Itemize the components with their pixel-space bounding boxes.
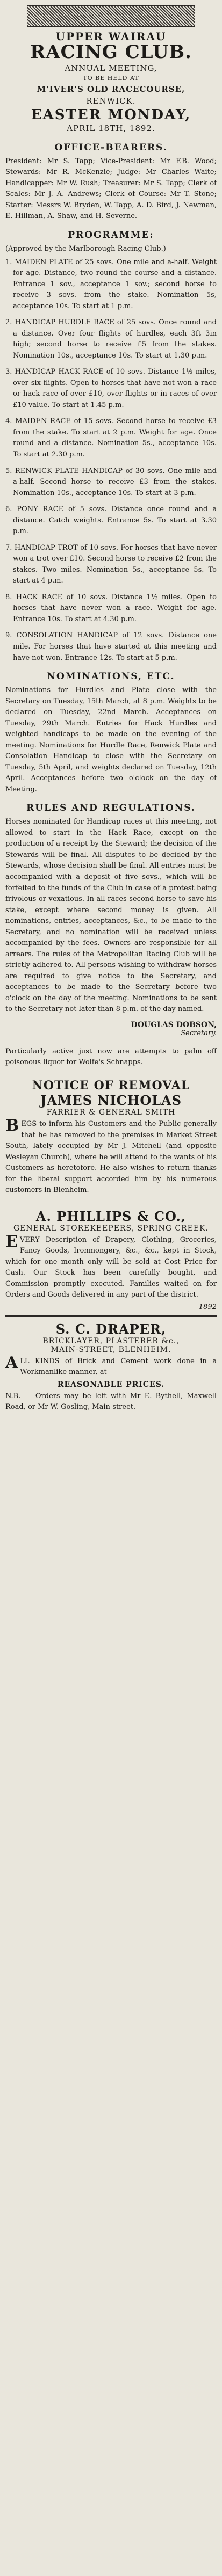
phillips-subtitle: GENERAL STOREKEEPERS, SPRING CREEK. bbox=[13, 1224, 209, 1233]
removal-name: JAMES NICHOLAS bbox=[40, 1092, 182, 1108]
phillips-text: VERY Description of Drapery, Clothing, Groceries, Fancy Goods, Ironmongery, &c., &c., kept in Stock, which for one month only will be sold at Cost Price for Cash. Our Stock has been carefully bought, and Commission promptly executed. Families waited on for Orders and Goods delivered in any part of the district. bbox=[5, 1235, 217, 1299]
nominations-heading: NOMINATIONS, ETC. bbox=[47, 671, 175, 682]
draper-address: MAIN-STREET, BLENHEIM. bbox=[51, 1345, 171, 1354]
race-title-main: RACING CLUB. bbox=[30, 41, 192, 63]
officers-heading: OFFICE-BEARERS. bbox=[54, 142, 168, 153]
draper-body bbox=[5, 1354, 217, 1380]
divider bbox=[5, 1203, 217, 1204]
draper-dropcap: A bbox=[5, 1354, 18, 1372]
phillips-title: A. PHILLIPS & CO., bbox=[35, 1208, 187, 1224]
secretary-name: DOUGLAS DOBSON, bbox=[131, 1020, 217, 1029]
event-item: 8. HACK RACE of 10 sovs. Distance 1½ miles. Open to horses that have never won a race. Weight for age. Entrance 10s. To start at 4.30 p.m. bbox=[5, 593, 217, 623]
removal-body bbox=[5, 1117, 217, 1198]
event-item: 2. HANDICAP HURDLE RACE of 25 sovs. Once round and a distance. Over four flights of hurdles, each 3ft 3in high; second horse to receive £5 from the stakes. Nomination 10s., acceptance 10s. To start at 1.30 p.m. bbox=[5, 318, 217, 360]
event-item: 3. HANDICAP HACK RACE of 10 sovs. Distance 1½ miles, over six flights. Open to horses that have not won a race or hack race of over £10, over flights or in races of over £10 value. To start at 1.45 p.m. bbox=[5, 368, 217, 409]
race-venue: M'IVER'S OLD RACECOURSE, bbox=[37, 84, 185, 94]
event-item: 4. MAIDEN RACE of 15 sovs. Second horse to receive £3 from the stake. To start at 2 p.m. Weight for age. Once round and a distance. Nomination 5s., acceptance 10s. To start at 2.30 p.m. bbox=[5, 417, 217, 459]
officers-text: President: Mr S. Tapp; Vice-President: Mr F.B. Wood; Stewards: Mr R. McKenzie; Judge: Mr Charles Waite; Handicapper: Mr W. Rush; Treasurer: Mr S. Tapp; Clerk of Scales: Mr J. A. Andrews; Clerk of Course: Mr T. Stone; Starter: Messrs W. Bryden, W. Tapp, A. D. Bird, J. Newman, E. Hillman, A. Shaw, and H. Severne. bbox=[5, 157, 217, 221]
phillips-body bbox=[5, 1233, 217, 1303]
draper-text: LL KINDS of Brick and Cement work done in a Workmanlike manner, at bbox=[20, 1357, 217, 1377]
race-held-at: TO BE HELD AT bbox=[83, 75, 139, 82]
removal-trade: FARRIER & GENERAL SMITH bbox=[46, 1108, 176, 1117]
divider bbox=[5, 1073, 217, 1074]
race-header bbox=[5, 30, 217, 135]
rules-heading: RULES AND REGULATIONS. bbox=[26, 803, 196, 814]
race-date-title: EASTER MONDAY, bbox=[31, 106, 191, 123]
removal-dropcap: B bbox=[5, 1116, 19, 1135]
phillips-dropcap: E bbox=[5, 1232, 18, 1251]
programme-heading: PROGRAMME: bbox=[68, 229, 154, 241]
race-town: RENWICK. bbox=[86, 96, 136, 106]
draper-nb: N.B. — Orders may be left with Mr E. Bythell, Maxwell Road, or Mr W. Gosling, Main-street. bbox=[5, 1392, 217, 1411]
event-item: 7. HANDICAP TROT of 10 sovs. For horses that have never won a trot over £10. Second horse to receive £2 from the stakes. Two miles. Nomination 5s., acceptance 5s. To start at 4 p.m. bbox=[5, 543, 217, 585]
event-item: 5. RENWICK PLATE HANDICAP of 30 sovs. One mile and a-half. Second horse to receive £3 from the stakes. Nomination 10s., acceptance 10s. To start at 3 p.m. bbox=[5, 467, 217, 497]
masthead-engraving bbox=[27, 5, 195, 27]
removal-title: NOTICE OF REMOVAL bbox=[32, 1078, 190, 1093]
rules-text: Horses nominated for Handicap races at this meeting, not allowed to start in the Hack Race, except on the production of a receipt by the Steward; the decision of the Stewards will be final. All disputes to be decided by the Stewards, whose decision shall be final. All entries must be accompanied with a deposit of five sovs., which will be forfeited to the funds of the Club in case of a protest being frivolous or vexatious. In all races second horse to save his stake, except where second money is given. All nominations, entries, acceptances, &c., to be made to the Secretary, and no nomination will be received unless accompanied by the fees. Owners are responsible for all arrears. The rules of the Metropolitan Racing Club will be strictly adhered to. All persons wishing to withdraw horses are required to give notice to the Secretary, and acceptances to be made to the Secretary before two o'clock on the day of the meeting. Nominations to be sent to the Secretary not later than 8 p.m. of the day named. bbox=[5, 818, 217, 1014]
removal-text: EGS to inform his Customers and the Public generally that he has removed to the premises in Market Street South, lately occupied by Mr J. Mitchell (and opposite Wesleyan Church), where he will attend to the wants of his Customers as heretofore. He also wishes to return thanks for the liberal support accorded him by his numerous customers in Blenheim. bbox=[5, 1119, 217, 1195]
phillips-year: 1892 bbox=[198, 1302, 217, 1311]
divider bbox=[5, 1315, 217, 1317]
events-list bbox=[5, 257, 217, 664]
event-item: 9. CONSOLATION HANDICAP of 12 sovs. Distance one mile. For horses that have started at this meeting and have not won. Entrance 12s. To start at 5 p.m. bbox=[5, 631, 217, 662]
race-meeting: ANNUAL MEETING, bbox=[65, 63, 157, 73]
schnapps-note: Particularly active just now are attempts to palm off poisonous liquor for Wolfe's Schnapps. bbox=[5, 1047, 217, 1067]
race-date: APRIL 18TH, 1892. bbox=[67, 123, 155, 134]
programme-note: (Approved by the Marlborough Racing Club.) bbox=[5, 244, 166, 253]
event-item: 1. MAIDEN PLATE of 25 sovs. One mile and a-half. Weight for age. Distance, two round the course and a distance. Entrance 1 sov., acceptance 1 sov.; second horse to receive 3 sovs. from the stake. Nomination 5s, acceptance 10s. To start at 1 p.m. bbox=[5, 258, 217, 310]
race-title-top: UPPER WAIRAU bbox=[55, 30, 167, 43]
draper-price-line: REASONABLE PRICES. bbox=[57, 1380, 165, 1389]
draper-subtitle: BRICKLAYER, PLASTERER &c., bbox=[42, 1336, 180, 1345]
event-item: 6. PONY RACE of 5 sovs. Distance once round and a distance. Catch weights. Entrance 5s. To start at 3.30 p.m. bbox=[5, 505, 217, 536]
nominations-text: Nominations for Hurdles and Plate close with the Secretary on Tuesday, 15th March, at 8 p.m. Weights to be declared on Tuesday, 22nd March. Acceptances on Tuesday, 29th March. Entries for Hack Hurdles and weighted handicaps to be made on the evening of the meeting. Nominations for Hurdle Race, Renwick Plate and Consolation Handicap to close with the Secretary on Tuesday, 5th April, and weights declared on Tuesday, 12th April. Acceptances before two o'clock on the day of Meeting. bbox=[5, 686, 217, 794]
secretary-title: Secretary. bbox=[181, 1029, 217, 1037]
draper-title: S. C. DRAPER, bbox=[55, 1321, 167, 1337]
